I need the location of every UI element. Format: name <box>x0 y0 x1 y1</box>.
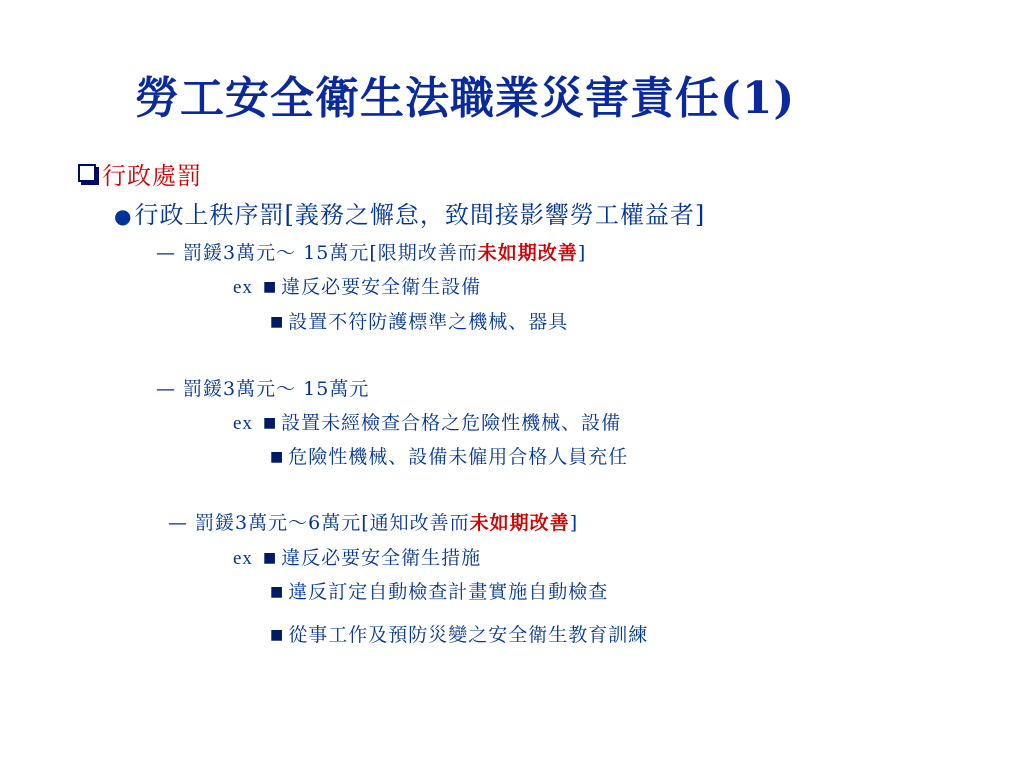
example-text: 違反必要安全衛生措施 <box>281 547 482 569</box>
bullet-text: 行政上秩序罰[義務之懈怠，致間接影響勞工權益者] <box>134 201 706 229</box>
dash: — <box>156 242 176 264</box>
example-item <box>233 543 481 570</box>
fine-amount: 罰鍰3萬元～ 15萬元 <box>183 242 370 264</box>
example-item <box>270 577 608 604</box>
bullet-line <box>114 195 705 230</box>
example-text: 設置不符防護標準之機械、器具 <box>288 311 569 333</box>
square-bullet-icon: ■ <box>270 584 285 600</box>
example-text: 違反必要安全衛生設備 <box>281 276 482 298</box>
square-bullet-icon: ■ <box>262 550 278 566</box>
fine-amount: 罰鍰3萬元～ 15萬元 <box>183 378 370 400</box>
example-text: 設置未經檢查合格之危險性機械、設備 <box>281 412 622 434</box>
example-text: 違反訂定自動檢查計畫實施自動檢查 <box>288 581 609 603</box>
example-item <box>233 408 621 435</box>
example-item <box>270 442 628 469</box>
page-title: 勞工安全衛生法職業災害責任(1) <box>135 73 796 124</box>
example-text: 從事工作及預防災變之安全衛生教育訓練 <box>288 624 649 646</box>
dash: — <box>156 378 176 400</box>
bracket-close: ] <box>577 242 587 264</box>
example-label: ex <box>233 413 253 434</box>
example-item <box>270 307 568 334</box>
square-bullet-icon: ■ <box>262 415 278 431</box>
penalty-note: 通知改善而 <box>369 512 470 534</box>
dash: — <box>168 512 188 534</box>
square-bullet-icon: ■ <box>270 314 285 330</box>
penalty-line-2 <box>156 374 369 401</box>
square-bullet-icon: ■ <box>270 449 285 465</box>
penalty-line-1 <box>156 238 586 265</box>
square-bullet-icon: ■ <box>270 627 285 643</box>
square-bullet-icon: ■ <box>262 279 278 295</box>
example-text: 危險性機械、設備未僱用合格人員充任 <box>288 446 629 468</box>
penalty-note-emphasis: 未如期改善 <box>477 242 578 264</box>
example-item <box>233 272 481 299</box>
section-label: 行政處罰 <box>102 162 202 190</box>
bracket-close: ] <box>569 512 579 534</box>
bracket-open: [ <box>361 512 370 534</box>
section-heading <box>78 156 202 191</box>
penalty-line-3 <box>168 508 578 535</box>
example-label: ex <box>233 548 253 569</box>
bracket-open: [ <box>369 242 378 264</box>
example-item <box>270 620 648 647</box>
fine-amount: 罰鍰3萬元～6萬元 <box>195 512 362 534</box>
checkbox-square-icon <box>78 164 96 182</box>
penalty-note-emphasis: 未如期改善 <box>469 512 570 534</box>
example-label: ex <box>233 277 253 298</box>
bullet-dot-icon: ● <box>114 204 133 228</box>
penalty-note: 限期改善而 <box>377 242 478 264</box>
